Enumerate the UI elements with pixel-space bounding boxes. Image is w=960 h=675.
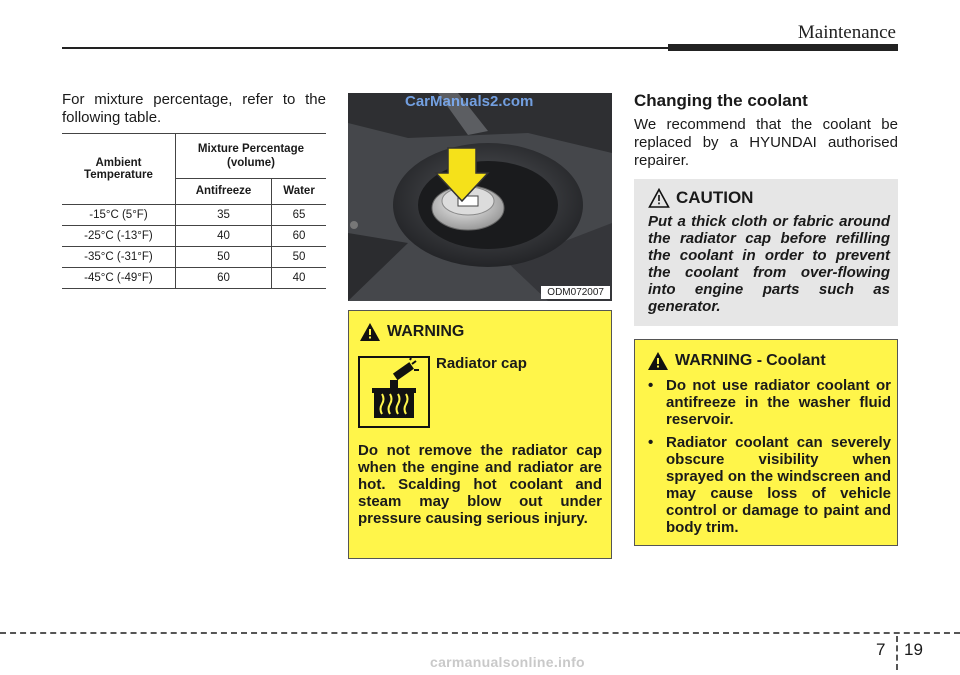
warning-coolant-subtitle: Coolant xyxy=(766,352,826,369)
footer-watermark: carmanualsonline.info xyxy=(430,654,585,670)
warning-subtitle: Radiator cap xyxy=(436,355,527,372)
warning-coolant-title xyxy=(647,351,826,371)
warning-triangle-icon xyxy=(647,351,669,371)
warning-radiator-cap xyxy=(348,310,612,559)
section-heading: Changing the coolant xyxy=(634,91,808,110)
list-item: • Do not use radiator coolant or antifreeze in the washer fluid reservoir. xyxy=(643,377,891,428)
col-antifreeze: Antifreeze xyxy=(175,178,271,204)
cell-temp: -45°C (-49°F) xyxy=(62,268,175,289)
page-number-divider xyxy=(896,636,898,670)
warning-body: Do not remove the radiator cap when the engine and radiator are hot. Scalding hot coolant and steam may blow out under pressure causing serious injury. xyxy=(358,442,602,527)
cell-antifreeze: 50 xyxy=(175,247,271,268)
radiator-cap-photo xyxy=(348,93,612,301)
page-number: 19 xyxy=(904,640,923,659)
section-title: Maintenance xyxy=(797,22,896,43)
table-row xyxy=(62,247,326,268)
section-number: 7 xyxy=(876,640,886,659)
mixture-table xyxy=(62,133,326,289)
table-row xyxy=(62,268,326,289)
cell-temp: -25°C (-13°F) xyxy=(62,226,175,247)
caution-triangle-icon xyxy=(648,188,670,208)
col-ambient: Ambient Temperature xyxy=(62,134,175,205)
cell-antifreeze: 35 xyxy=(175,205,271,226)
radiator-cap-illustration xyxy=(348,93,612,301)
cell-temp: -15°C (5°F) xyxy=(62,205,175,226)
col-mixture: Mixture Percentage (volume) xyxy=(175,134,326,179)
caution-title-text: CAUTION xyxy=(676,188,754,207)
cell-antifreeze: 60 xyxy=(175,268,271,289)
caution-title xyxy=(648,188,753,208)
warning-title xyxy=(359,322,464,342)
cell-water: 60 xyxy=(272,226,326,247)
footer-rule xyxy=(0,632,960,634)
table-row xyxy=(62,226,326,247)
caution-body: Put a thick cloth or fabric around the radiator cap before refilling the coolant in order to prevent the coolant from over-flowing into engine parts such as generator. xyxy=(648,213,890,315)
col-water: Water xyxy=(272,178,326,204)
caution-box xyxy=(634,179,898,326)
warning-coolant-title-text: WARNING - xyxy=(675,352,763,369)
warning-coolant xyxy=(634,339,898,546)
intro-paragraph: For mixture percentage, refer to the following table. xyxy=(62,91,326,126)
list-item: • Radiator coolant can severely obscure visibility when sprayed on the windscreen and may cause loss of vehicle control or damage to paint and body trim. xyxy=(643,434,891,536)
warning-title-text: WARNING xyxy=(387,323,465,340)
image-code: ODM072007 xyxy=(541,286,610,299)
coolant-paragraph: We recommend that the coolant be replaced by a HYUNDAI authorised repairer. xyxy=(634,116,898,169)
cell-temp: -35°C (-31°F) xyxy=(62,247,175,268)
warning-triangle-icon xyxy=(359,322,381,342)
hot-radiator-icon xyxy=(358,356,430,428)
cell-water: 65 xyxy=(272,205,326,226)
cell-water: 40 xyxy=(272,268,326,289)
watermark: CarManuals2.com xyxy=(405,93,534,110)
cell-water: 50 xyxy=(272,247,326,268)
cell-antifreeze: 40 xyxy=(175,226,271,247)
header-rule-thick xyxy=(668,44,898,51)
table-row xyxy=(62,205,326,226)
warning-coolant-list xyxy=(643,377,891,542)
